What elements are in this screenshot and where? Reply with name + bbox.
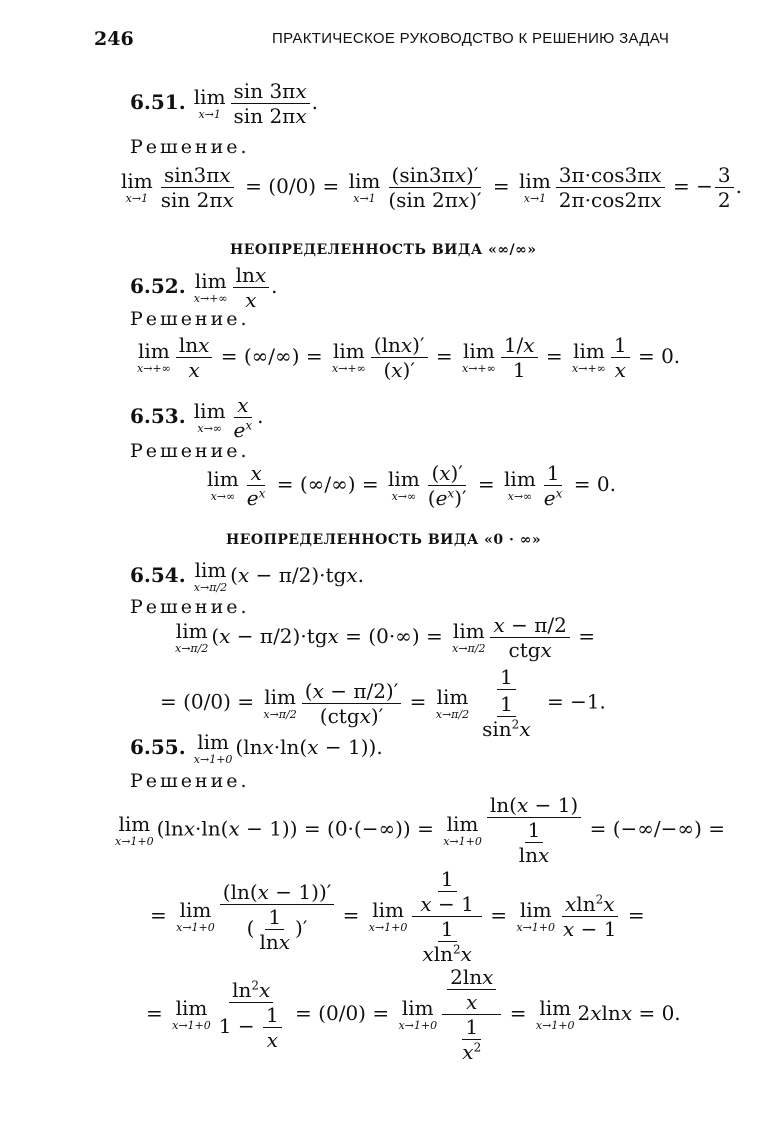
problem-expression: lim x→1+0 (lnx·ln(x − 1)). [193,730,383,766]
problem-number: 6.52. [130,274,186,298]
problem-number: 6.55. [130,735,186,759]
solution-label: Решение. [130,440,250,462]
problem-number: 6.54. [130,563,186,587]
solution-6-54-line2: = (0/0) = lim x→π/2 $\frac{(x - \pi/2)'}{\text{(ctgx)′}}$ = lim x→π/2 $\frac{1}{\frac{1}{\sin^2x}}$ = −1. [160,665,606,741]
problem-number: 6.53. [130,404,186,428]
solution-6-52: lim x→+∞ $\frac{\ln x}{x}$ = (∞/∞) = lim x→+∞ $\frac{(\ln x)'}{(x)'}$ = lim x→+∞ $\frac{1/x}{1}$ = lim x→+∞ $\frac{1}{x}$ = 0. [137,333,681,382]
page-number: 246 [94,28,134,50]
problem-expression: lim x→+∞ $\frac{\ln x}{x}$ . [193,263,278,312]
running-title: ПРАКТИЧЕСКОЕ РУКОВОДСТВО К РЕШЕНИЮ ЗАДАЧ [272,30,670,47]
solution-6-54-line1: lim x→π/2 (x − π/2)·tgx = (0·∞) = lim x→π/2 $\frac{x - \pi/2}{\text{ctgx}}$ = [175,613,595,662]
problem-6-52 [130,264,278,311]
section-heading: НЕОПРЕДЕЛЕННОСТЬ ВИДА «∞/∞» [230,242,537,258]
solution-label: Решение. [130,770,250,792]
solution-6-55-line2: = lim x→1+0 (ln(x − 1))′ ( $\frac{1}{\ln x}$ )′ = lim x→1+0 $\frac{\frac{1}{x - 1}}{\frac{1}{xln^2x}}$ = lim x→1+0 $\frac{xln^2x}{x - 1}$ = [150,867,645,966]
section-heading: НЕОПРЕДЕЛЕННОСТЬ ВИДА «0 · ∞» [226,532,542,548]
problem-expression: lim x→π/2 (x − π/2)·tgx. [193,558,364,594]
solution-label: Решение. [130,136,250,158]
solution-6-53: lim x→∞ $\frac{x}{e^x}$ = (∞/∞) = lim x→∞ $\frac{(x)'}{(e^x)'}$ = lim x→∞ $\frac{1}{e^x}$ = 0. [207,461,616,510]
solution-6-51: lim x→1 $\frac{\sin 3\pi x}{\sin 2\pi x}$ = (0/0) = lim x→1 $\frac{(\sin 3\pi x)'}{(\sin 2\pi x)'}$ = lim x→1 $\frac{3\pi\cdot\cos 3\pi x}{2\pi\cdot\cos 2\pi x}$ = − $\frac{3}{2}$ . [121,163,743,212]
solution-label: Решение. [130,596,250,618]
solution-6-55-line3: = lim x→1+0 $\ln^2x$ 1 − $\frac{1}{x}$ = (0/0) = lim x→1+0 $\frac{\frac{2\ln x}{x}}{\frac{1}{x^2}}$ = lim x→1+0 2xlnx = 0. [146,965,681,1064]
problem-expression: lim x→∞ $\frac{x}{e^x}$ . [193,393,264,442]
problem-6-55 [130,732,383,765]
solution-label: Решение. [130,308,250,330]
solution-6-55-line1: lim x→1+0 (lnx·ln(x − 1)) = (0·(−∞)) = lim x→1+0 $\frac{\ln(x - 1)}{\frac{1}{\ln x}}$ = (−∞/−∞) = [115,793,725,867]
problem-number: 6.51. [130,90,186,114]
problem-6-53 [130,394,264,441]
problem-6-51 [130,80,318,127]
problem-expression: lim x→1 $\frac{\sin 3\pi x}{\sin 2\pi x}$ . [193,79,318,128]
problem-6-54 [130,560,364,593]
